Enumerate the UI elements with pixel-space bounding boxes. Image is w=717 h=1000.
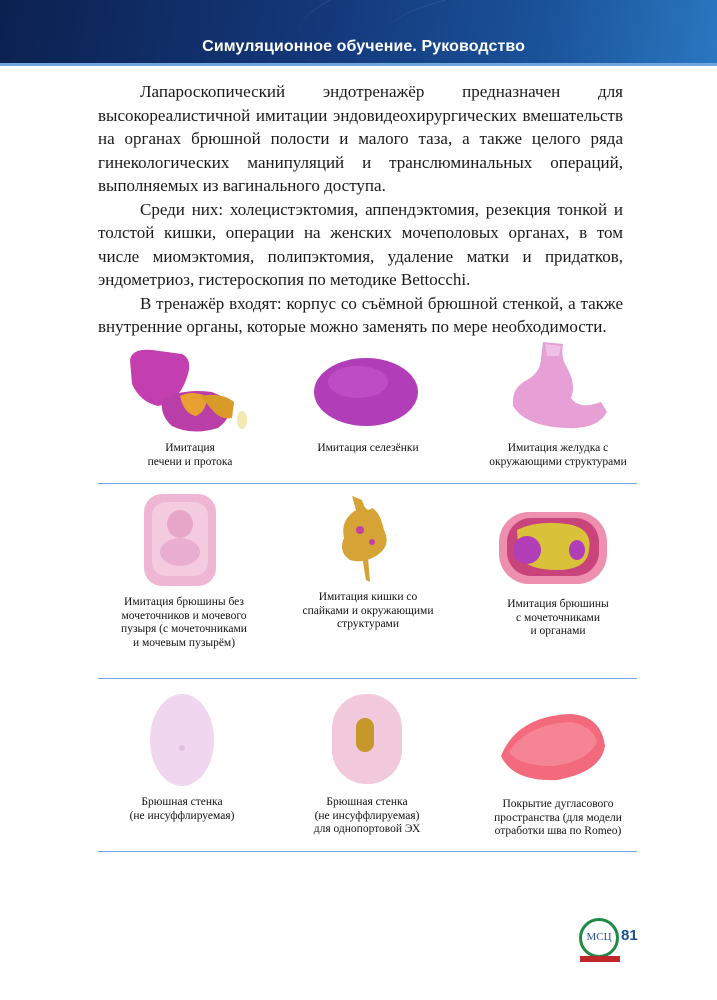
item-caption: [478, 798, 638, 839]
item-caption: [292, 796, 442, 837]
caption-line: печени и протока: [147, 455, 233, 468]
caption-line: спайками и окружающими: [302, 604, 434, 617]
caption-line: окружающими структурами: [489, 455, 627, 468]
caption-line: Покрытие дугласового: [502, 798, 614, 810]
caption-line: пространства (для модели: [494, 811, 622, 824]
page-header: [0, 0, 717, 66]
header-title: Симуляционное обучение. Руководство: [202, 38, 525, 55]
caption-line: (не инсуффлируемая): [314, 809, 420, 822]
msc-logo: [579, 918, 619, 958]
caption-line: и органами: [530, 625, 586, 637]
paragraph: Лапароскопический эндотренажёр предназначен для высокореалистичной имитации эндовидеохирургических вмешательств на органах брюшной полости и малого таза, а также целого ряда гинекологических манипуляций и транслюминальных операций, выполняемых из вагинального доступа.: [98, 82, 623, 195]
caption-line: Брюшная стенка: [141, 796, 223, 808]
caption-line: Имитация кишки со: [318, 591, 418, 603]
header-underline: [0, 63, 717, 66]
paragraph: Среди них: холецистэктомия, аппендэктомия, резекция тонкой и толстой кишки, операции на женских мочеполовых органах, в том числе миомэктомия, полипэктомия, удаление матки и придатков, эндометриоз, гистероскопия по методике Bettocchi.: [98, 199, 623, 289]
caption-line: (не инсуффлируемая): [129, 809, 235, 822]
paragraph: В тренажёр входят: корпус со съёмной брюшной стенкой, а также внутренние органы, которые можно заменять по мере необходимости.: [98, 293, 623, 336]
caption-line: мочеточников и мочевого: [121, 609, 247, 622]
caption-line: Имитация селезёнки: [317, 442, 419, 454]
abdominal-wall-image: [148, 692, 216, 788]
caption-line: и мочевым пузырём): [132, 636, 236, 649]
separator-line: [98, 483, 637, 484]
caption-line: Брюшная стенка: [326, 796, 408, 808]
page-number: 81: [621, 927, 638, 944]
stomach-image: [505, 336, 610, 436]
caption-line: отработки шва по Romeo): [494, 825, 622, 837]
caption-line: Имитация: [165, 442, 215, 454]
item-caption: [288, 591, 448, 632]
caption-line: структурами: [337, 618, 399, 630]
douglas-cover-image: [497, 706, 609, 784]
peritoneum-organs-image: [497, 510, 609, 586]
item-caption: [478, 442, 638, 469]
body-text: [98, 80, 623, 339]
item-caption: [298, 442, 438, 456]
separator-line: [98, 851, 637, 852]
caption-line: с мочеточниками: [516, 611, 600, 624]
item-caption: [120, 442, 260, 469]
caption-line: Имитация желудка с: [507, 442, 609, 454]
separator-line: [98, 678, 637, 679]
caption-line: Имитация брюшины: [507, 598, 609, 610]
logo-ribbon: [580, 956, 620, 962]
intestine-image: [332, 490, 402, 590]
caption-line: пузыря (с мочеточниками: [121, 623, 247, 635]
peritoneum-image: [140, 490, 220, 590]
header-decoration: [380, 0, 717, 66]
single-port-wall-image: [330, 692, 404, 786]
item-caption: [478, 598, 638, 639]
caption-line: Имитация брюшины без: [124, 596, 244, 608]
liver-image: [122, 340, 252, 440]
logo-text: МСЦ: [586, 931, 612, 943]
caption-line: для однопортовой ЭХ: [313, 823, 421, 835]
item-caption: [104, 596, 264, 650]
spleen-image: [312, 352, 422, 432]
item-caption: [112, 796, 252, 823]
